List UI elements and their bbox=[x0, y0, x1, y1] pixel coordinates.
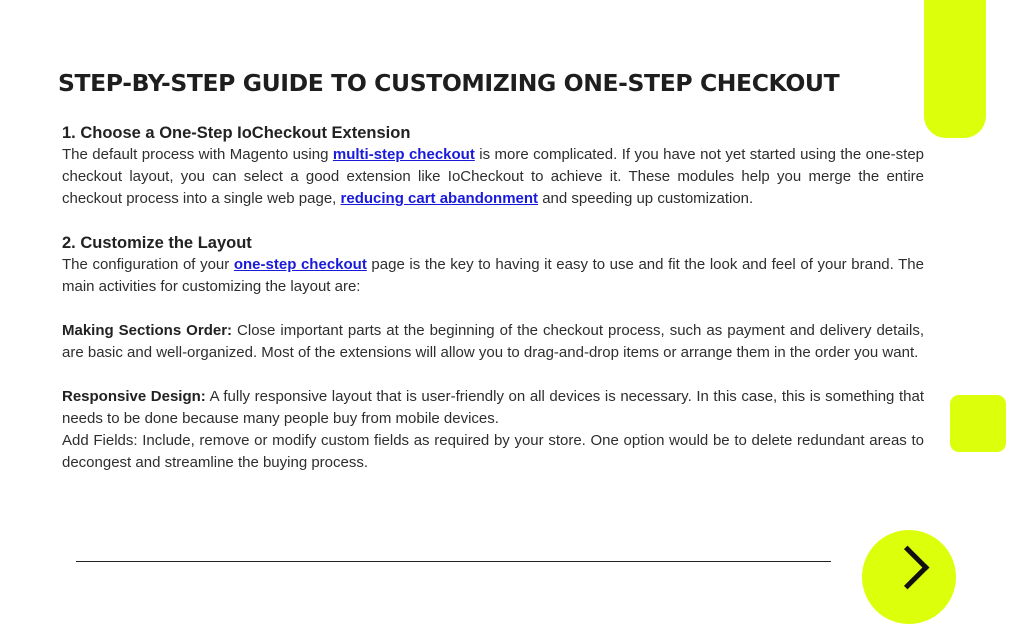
sections-order-paragraph bbox=[62, 320, 924, 364]
sections-order-text: Close important parts at the beginning of the checkout process, such as payment and delivery details, are basic and well-organized. Most of the extensions will allow you to drag-and-drop items or arrange them in the order you want. bbox=[62, 322, 924, 361]
footer-divider bbox=[76, 561, 831, 562]
chevron-right-icon bbox=[886, 546, 930, 590]
section-1-paragraph bbox=[62, 144, 924, 210]
responsive-design-paragraph bbox=[62, 386, 924, 430]
section-1-text-c: and speeding up customization. bbox=[538, 190, 754, 207]
page-title: STEP-BY-STEP GUIDE TO CUSTOMIZING ONE-STEP CHECKOUT bbox=[58, 69, 840, 97]
article-body bbox=[62, 122, 924, 474]
responsive-design-label: Responsive Design: bbox=[62, 388, 206, 405]
section-1-heading: 1. Choose a One-Step IoCheckout Extension bbox=[62, 124, 411, 142]
reducing-cart-abandonment-link[interactable]: reducing cart abandonment bbox=[340, 190, 539, 207]
decorative-accent-bar-top bbox=[924, 0, 986, 138]
section-1-text-b: is more complicated. If you have not yet started using the one-step checkout layout, you can select a good extension like IoCheckout to achieve it. These modules help you merge the entire checkout process into a single web page, bbox=[62, 146, 925, 207]
one-step-checkout-link[interactable]: one-step checkout bbox=[233, 256, 367, 273]
responsive-design-text: A fully responsive layout that is user-friendly on all devices is necessary. In this case, this is something that needs to be done because many people buy from mobile devices. bbox=[62, 388, 925, 427]
section-2-text-a: The configuration of your bbox=[62, 256, 234, 273]
decorative-accent-square bbox=[950, 395, 1006, 452]
add-fields-paragraph: Add Fields: Include, remove or modify custom fields as required by your store. One option would be to delete redundant areas to decongest and streamline the buying process. bbox=[62, 432, 924, 471]
multi-step-checkout-link[interactable]: multi-step checkout bbox=[332, 146, 475, 163]
section-1-text-a: The default process with Magento using bbox=[62, 146, 333, 163]
sections-order-label: Making Sections Order: bbox=[62, 322, 233, 339]
next-slide-button[interactable] bbox=[862, 530, 956, 624]
section-2-paragraph bbox=[62, 254, 924, 298]
section-2-text-b: page is the key to having it easy to use and fit the look and feel of your brand. The main activities for customizing the layout are: bbox=[62, 256, 924, 295]
section-2-heading: 2. Customize the Layout bbox=[62, 234, 252, 252]
